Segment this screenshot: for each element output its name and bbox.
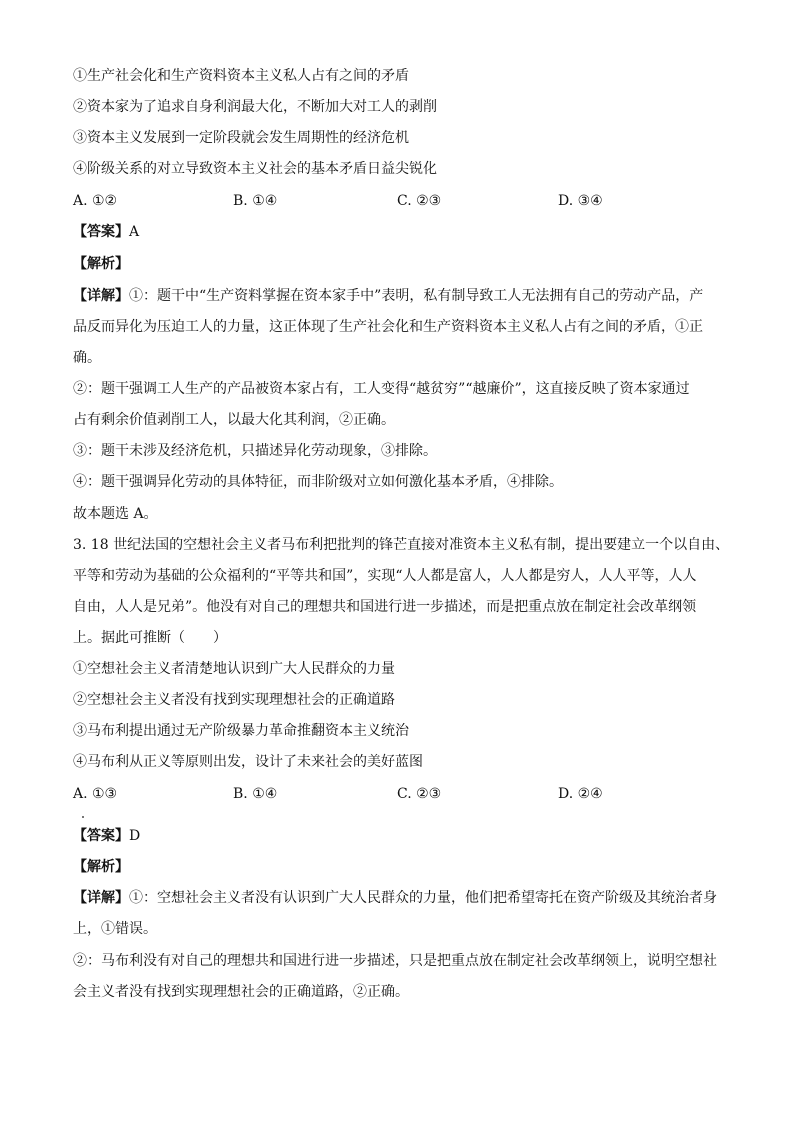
q3-statement-2: ②空想社会主义者没有找到实现理想社会的正确道路 <box>73 692 395 708</box>
q2-detail-line-6: ③：题干未涉及经济危机，只描述异化劳动现象，③排除。 <box>73 443 437 459</box>
q2-statement-3: ③资本主义发展到一定阶段就会发生周期性的经济危机 <box>73 130 409 146</box>
q2-statement-2: ②资本家为了追求自身利润最大化，不断加大对工人的剥削 <box>73 99 437 115</box>
q3-statement-3: ③马布利提出通过无产阶级暴力革命推翻资本主义统治 <box>73 723 409 739</box>
detail-text: ①：题干中“生产资料掌握在资本家手中”表明，私有制导致工人无法拥有自己的劳动产品，产 <box>129 288 704 304</box>
answer-value: D <box>129 828 141 844</box>
answer-label: 【答案】 <box>73 828 129 844</box>
q2-statement-4: ④阶级关系的对立导致资本主义社会的基本矛盾日益尖锐化 <box>73 161 437 177</box>
q3-option-a: A. ①③ <box>73 786 118 802</box>
detail-label: 【详解】 <box>73 890 129 906</box>
q2-answer <box>73 222 723 242</box>
q2-option-d: D. ③④ <box>558 193 603 209</box>
q3-analysis-label: 【解析】 <box>73 859 129 875</box>
q2-detail-line-8: 故本题选 A。 <box>73 506 158 522</box>
q3-detail-line-3: ②：马布利没有对自己的理想共和国进行进一步描述，只是把重点放在制定社会改革纲领上，说明空想社 <box>73 953 717 969</box>
q3-stem-line-3: 自由，人人是兄弟”。他没有对自己的理想共和国进行进一步描述，而是把重点放在制定社会改革纲领 <box>73 599 697 615</box>
q2-detail-line-5: 占有剩余价值剥削工人，以最大化其利润，②正确。 <box>73 412 395 428</box>
q2-detail-line-1 <box>73 286 723 306</box>
q3-stem-line-4: 上。据此可推断（ ） <box>73 630 227 646</box>
q3-detail-line-1 <box>73 888 723 908</box>
q2-analysis-label: 【解析】 <box>73 256 129 272</box>
q2-option-b: B. ①④ <box>233 193 278 209</box>
q3-stem-line-2: 平等和劳动为基础的公众福利的“平等共和国”，实现“人人都是富人，人人都是穷人，人人平等，人人 <box>73 568 697 584</box>
q2-detail-line-7: ④：题干强调异化劳动的具体特征，而非阶级对立如何激化基本矛盾，④排除。 <box>73 474 563 490</box>
q3-option-b: B. ①④ <box>233 786 278 802</box>
q3-detail-line-2: 上，①错误。 <box>73 921 157 937</box>
q2-statement-1: ①生产社会化和生产资料资本主义私人占有之间的矛盾 <box>73 68 409 84</box>
q2-option-c: C. ②③ <box>397 193 442 209</box>
q3-option-d: D. ②④ <box>558 786 603 802</box>
q3-option-c: C. ②③ <box>397 786 442 802</box>
q2-detail-line-4: ②：题干强调工人生产的产品被资本家占有，工人变得“越贫穷”“越廉价”，这直接反映了资本家通过 <box>73 381 690 397</box>
q3-statement-4: ④马布利从正义等原则出发，设计了未来社会的美好蓝图 <box>73 754 423 770</box>
q2-detail-line-2: 品反而异化为压迫工人的力量，这正体现了生产社会化和生产资料资本主义私人占有之间的矛盾，①正 <box>73 319 703 335</box>
q3-stem-line-1: 3. 18 世纪法国的空想社会主义者马布利把批判的锋芒直接对准资本主义私有制，提出要建立一个以自由、 <box>73 537 730 553</box>
q3-statement-1: ①空想社会主义者清楚地认识到广大人民群众的力量 <box>73 661 395 677</box>
q3-detail-line-4: 会主义者没有找到实现理想社会的正确道路，②正确。 <box>73 984 409 1000</box>
detail-label: 【详解】 <box>73 288 129 304</box>
q2-option-a: A. ①② <box>73 193 118 209</box>
answer-value: A <box>129 224 140 240</box>
answer-label: 【答案】 <box>73 224 129 240</box>
q3-answer <box>73 826 723 846</box>
detail-text: ①：空想社会主义者没有认识到广大人民群众的力量，他们把希望寄托在资产阶级及其统治者身 <box>129 890 717 906</box>
scan-speck <box>82 816 84 818</box>
q2-detail-line-3: 确。 <box>73 350 101 366</box>
